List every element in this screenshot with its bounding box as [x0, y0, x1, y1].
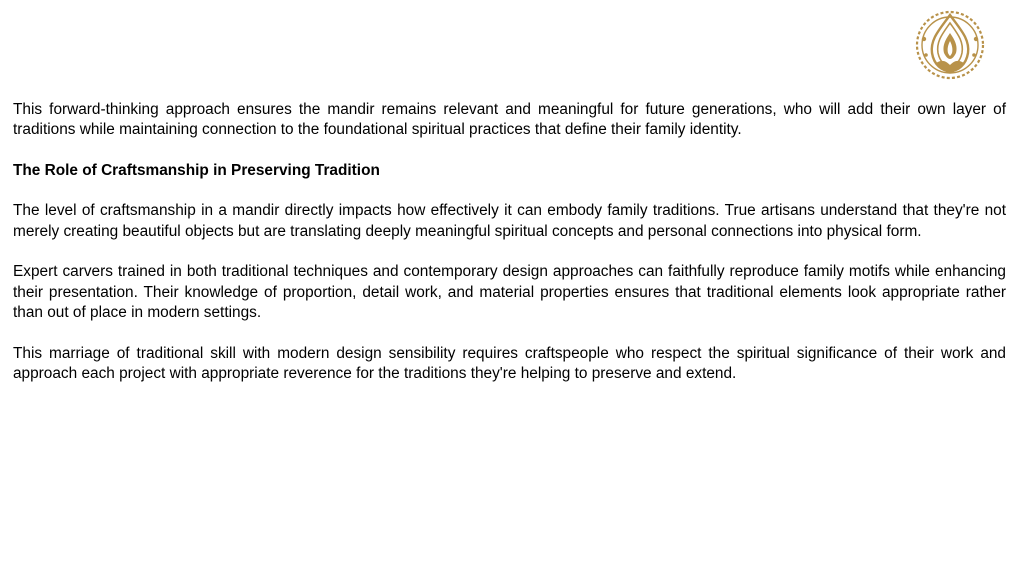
mandir-emblem-icon	[912, 9, 988, 81]
article-body	[13, 100, 1006, 404]
intro-paragraph: This forward-thinking approach ensures the mandir remains relevant and meaningful for future generations, who will add their own layer of traditions while maintaining connection to the foundational spiritual practices that define their family identity.	[13, 101, 1006, 139]
craftsmanship-paragraph: The level of craftsmanship in a mandir directly impacts how effectively it can embody family traditions. True artisans understand that they're not merely creating beautiful objects but are translating deeply meaningful spiritual concepts and personal connections into physical form.	[13, 202, 1006, 240]
section-heading: The Role of Craftsmanship in Preserving Tradition	[13, 161, 380, 179]
carvers-paragraph: Expert carvers trained in both traditional techniques and contemporary design approaches can faithfully reproduce family motifs while enhancing their presentation. Their knowledge of proportion, detail work, and material properties ensures that traditional elements look appropriate rather than out of place in modern settings.	[13, 263, 1006, 321]
design-sensibility-paragraph: This marriage of traditional skill with modern design sensibility requires craftspeople who respect the spiritual significance of their work and approach each project with appropriate reverence for the traditions they're helping to preserve and extend.	[13, 344, 1006, 382]
